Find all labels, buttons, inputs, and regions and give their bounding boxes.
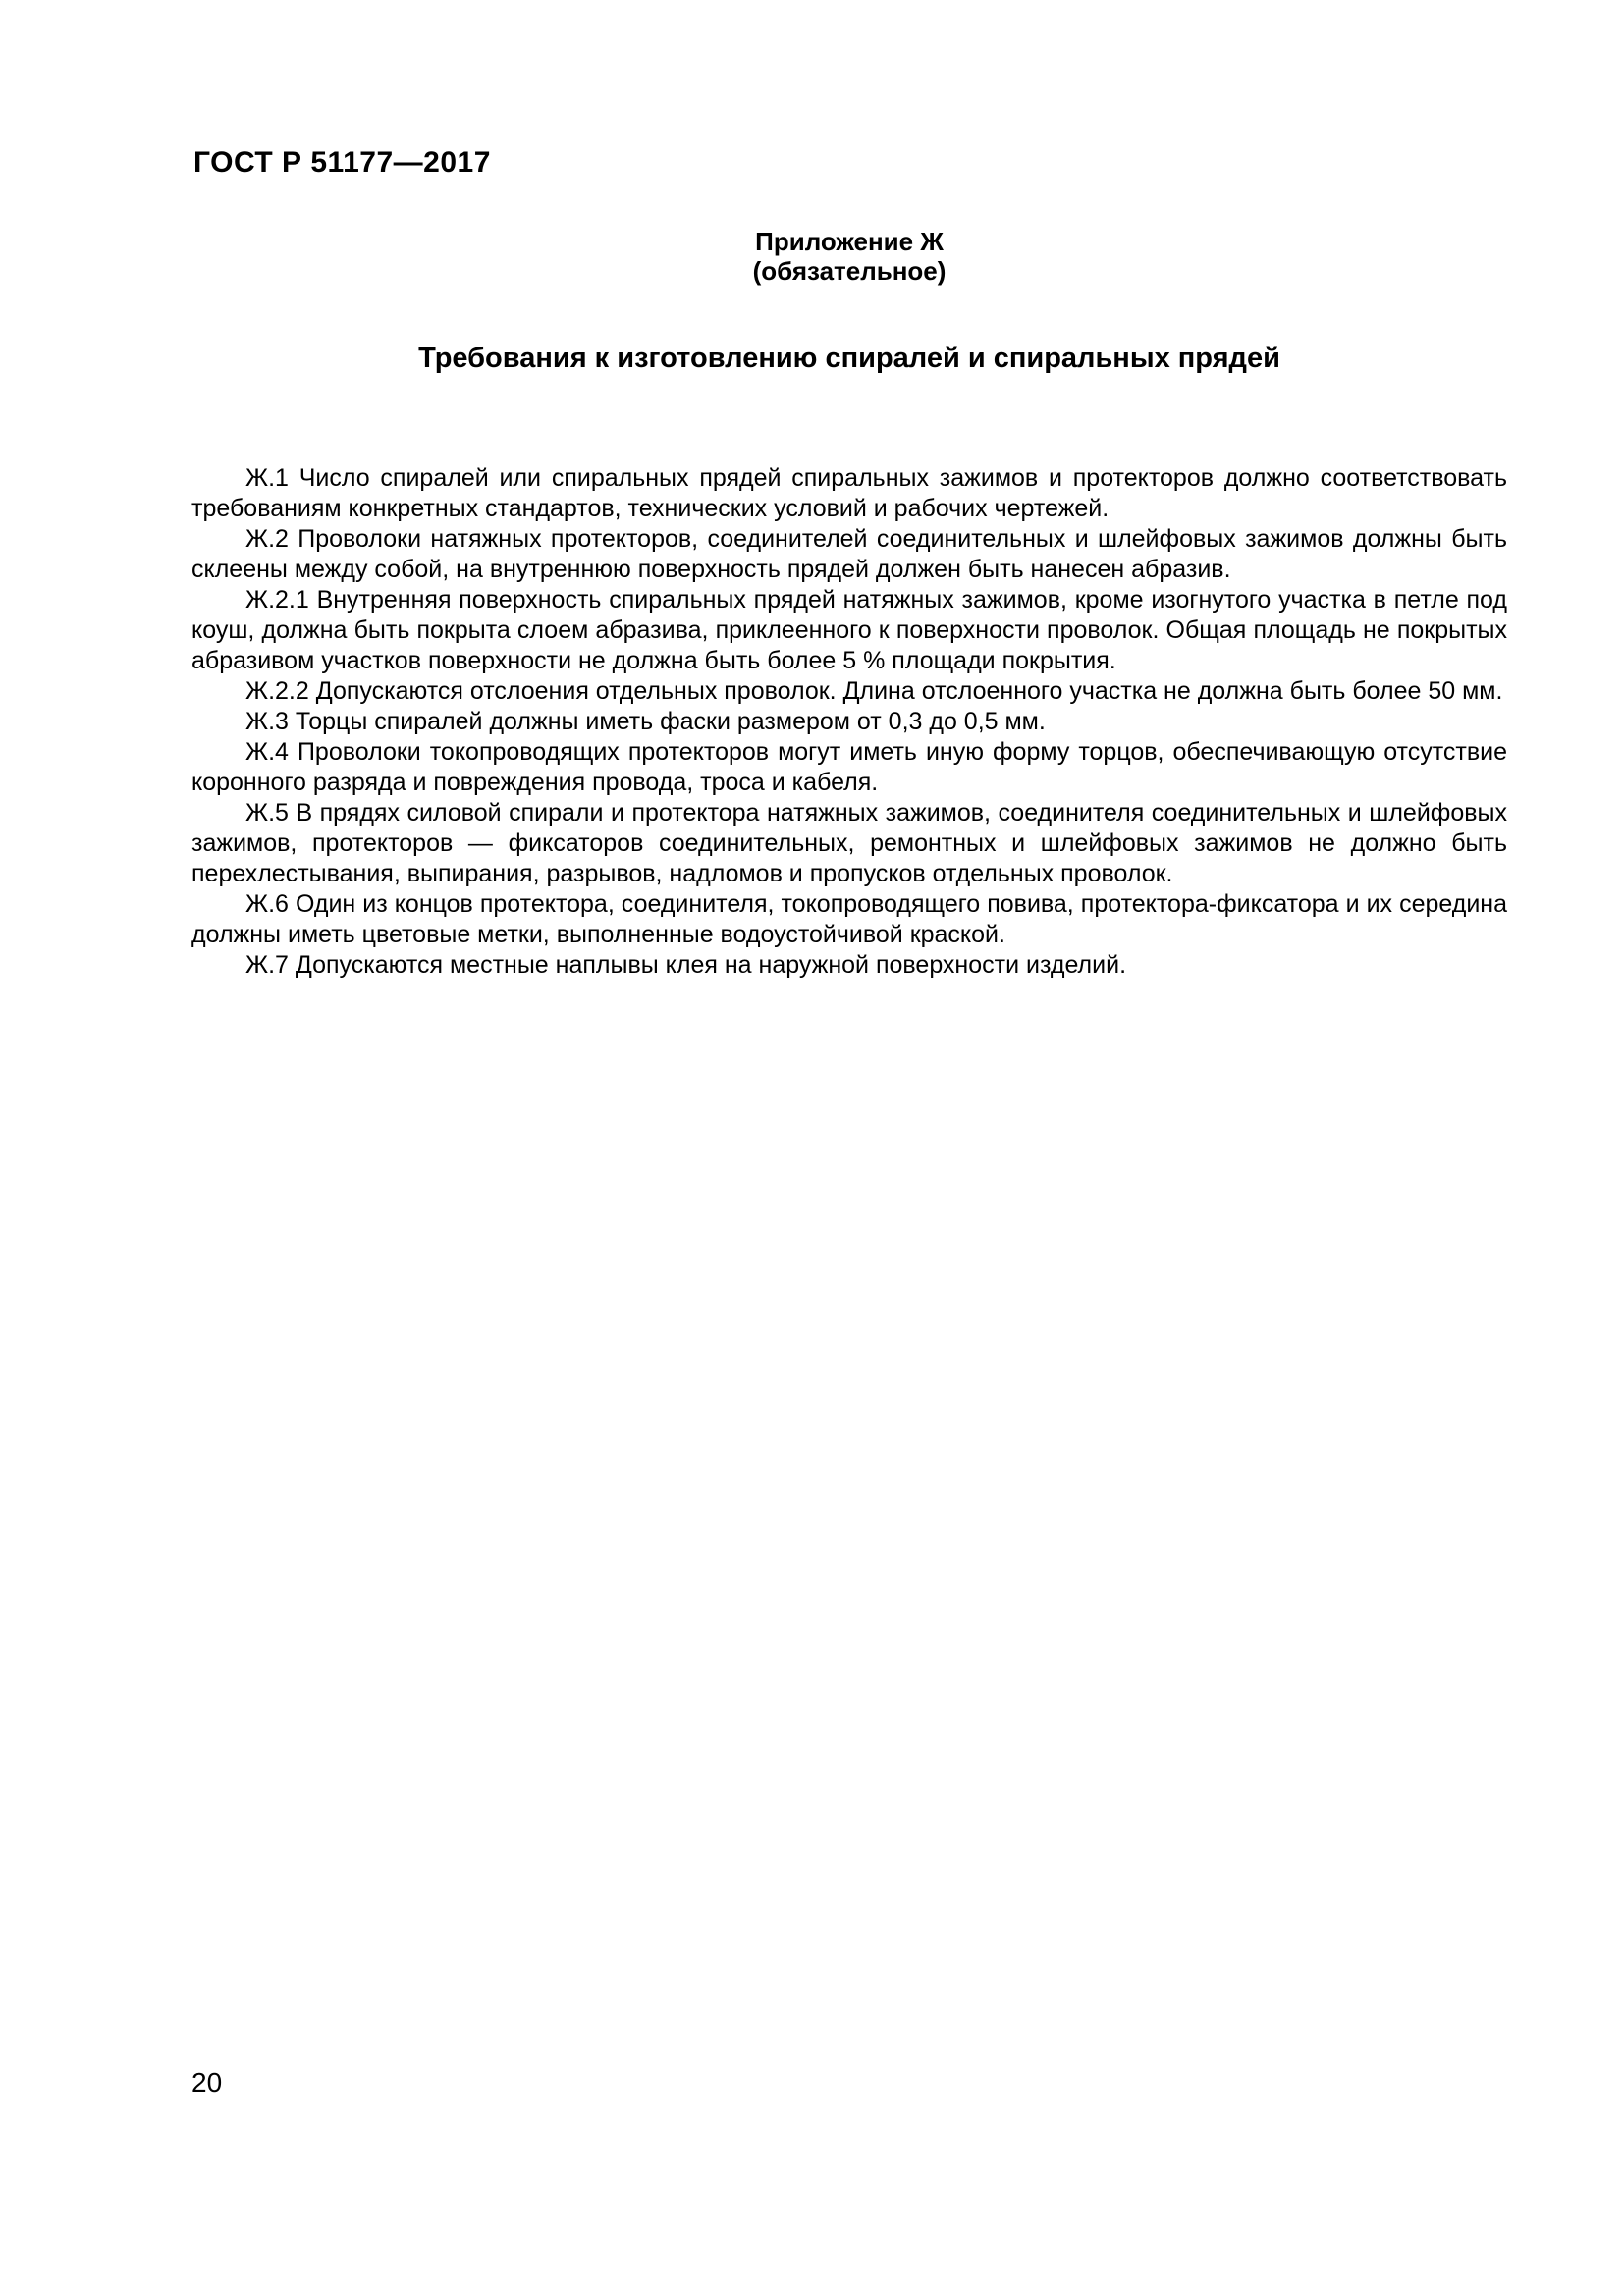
paragraph-zh2-2: Ж.2.2 Допускаются отслоения отдельных проволок. Длина отслоенного участка не должна быть более 50 мм. bbox=[245, 677, 1503, 705]
page-number: 20 bbox=[191, 2067, 223, 2098]
appendix-label: Приложение Ж bbox=[755, 227, 944, 256]
appendix-heading bbox=[191, 227, 1507, 286]
paragraph-zh2: Ж.2 Проволоки натяжных протекторов, соединителей соединительных и шлейфовых зажимов должны быть склеены между собой, на внутреннюю поверхность прядей должен быть нанесен абразив. bbox=[191, 525, 1507, 583]
paragraph-zh6: Ж.6 Один из концов протектора, соединителя, токопроводящего повива, протектора-фиксатора и их середина должны иметь цветовые метки, выполненные водоустойчивой краской. bbox=[191, 890, 1507, 948]
paragraph-zh1: Ж.1 Число спиралей или спиральных прядей спиральных зажимов и протекторов должно соответствовать требованиям конкретных стандартов, технических условий и рабочих чертежей. bbox=[191, 464, 1507, 522]
paragraph-zh3: Ж.3 Торцы спиралей должны иметь фаски размером от 0,3 до 0,5 мм. bbox=[245, 708, 1046, 735]
paragraph-zh2-1: Ж.2.1 Внутренняя поверхность спиральных прядей натяжных зажимов, кроме изогнутого участка в петле под коуш, должна быть покрыта слоем абразива, приклеенного к поверхности проволок. Общая площадь не покрытых абразивом участков поверхности не должна быть более 5 % площади покрытия. bbox=[191, 586, 1507, 674]
paragraph-zh4: Ж.4 Проволоки токопроводящих протекторов могут иметь иную форму торцов, обеспечивающую отсутствие коронного разряда и повреждения провода, троса и кабеля. bbox=[191, 738, 1507, 796]
appendix-kind: (обязательное) bbox=[752, 256, 947, 286]
standard-designation: ГОСТ Р 51177—2017 bbox=[193, 146, 491, 179]
paragraph-zh7: Ж.7 Допускаются местные наплывы клея на наружной поверхности изделий. bbox=[245, 951, 1127, 979]
page-title: Требования к изготовлению спиралей и спиральных прядей bbox=[418, 343, 1280, 374]
document-body bbox=[191, 463, 1507, 981]
paragraph-zh5: Ж.5 В прядях силовой спирали и протектора натяжных зажимов, соединителя соединительных и шлейфовых зажимов, протекторов — фиксаторов соединительных, ремонтных и шлейфовых зажимов не должно быть перехлестывания, выпирания, разрывов, надломов и пропусков отдельных проволок. bbox=[191, 799, 1507, 887]
